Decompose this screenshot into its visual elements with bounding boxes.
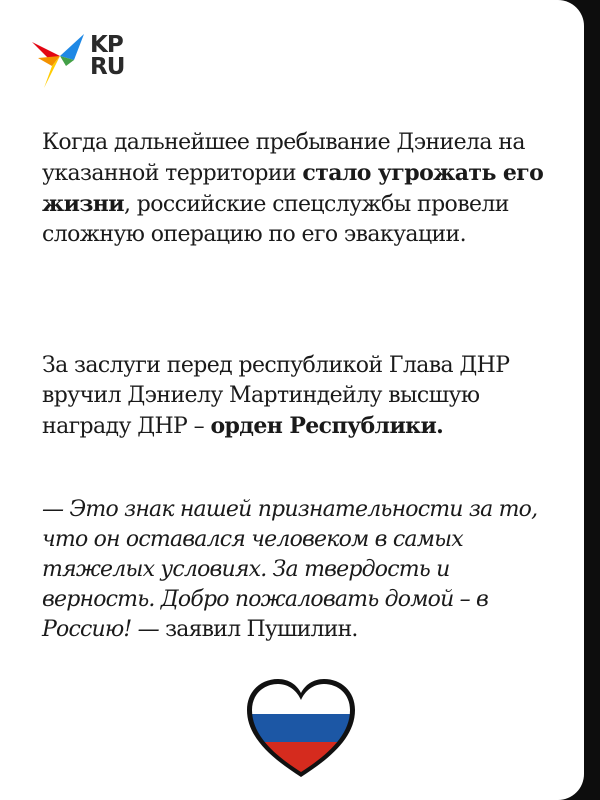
paragraph-1-text-a: Когда дальнейшее пребывание Дэниела на указанной территории bbox=[42, 130, 525, 186]
quote-text: — Это знак нашей признательности за то, что он оставался человеком в самых тяжелых условиях. За твердость и верность. Добро пожаловать домой – в Россию! — bbox=[42, 497, 538, 642]
logo-text bbox=[90, 34, 124, 78]
paragraph-1-bold: стало угрожать его жизни bbox=[42, 160, 544, 217]
quote-attribution: заявил Пушилин. bbox=[158, 617, 358, 642]
kp-ru-logo[interactable] bbox=[30, 30, 170, 92]
logo-line-1: KP bbox=[90, 32, 123, 58]
bird-logo-icon bbox=[30, 30, 88, 90]
paragraph-2-bold: орден Республики. bbox=[210, 413, 444, 439]
paragraph-2-text: За заслуги перед республикой Глава ДНР вручил Дэниелу Мартиндейлу высшую награду ДНР – bbox=[42, 353, 510, 439]
paragraph-quote bbox=[42, 495, 562, 645]
paragraph-award bbox=[42, 351, 562, 442]
paragraph-evacuation bbox=[42, 128, 562, 250]
logo-line-2: RU bbox=[90, 54, 125, 80]
paragraph-1-text-b: , российские спецслужбы провели сложную операцию по его эвакуации. bbox=[42, 192, 509, 247]
heart-russian-flag-icon bbox=[246, 676, 356, 780]
